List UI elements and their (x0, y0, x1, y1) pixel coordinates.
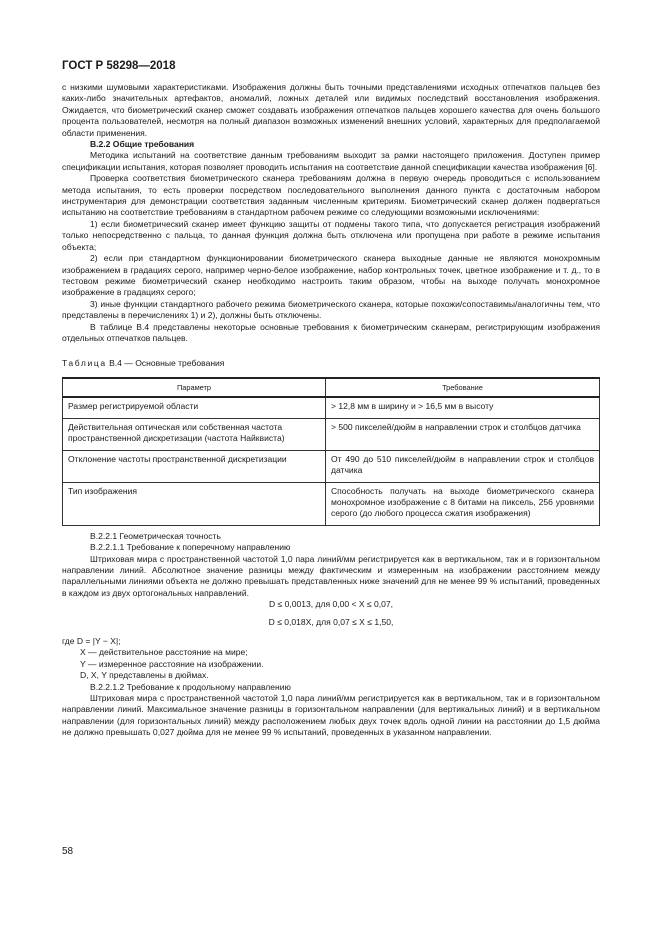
table-cell-requirement: > 12,8 мм в ширину и > 16,5 мм в высоту (326, 397, 600, 419)
document-body (62, 82, 600, 739)
table-row (63, 450, 600, 482)
table-cell-requirement: Способность получать на выходе биометрического сканера монохромное изображение с 8 битами на пиксель, 256 уровнями серого (до любого процесса сжатия изображения) (326, 482, 600, 525)
table-cell-requirement: > 500 пикселей/дюйм в направлении строк и столбцов датчика (326, 418, 600, 450)
formula-legend-x: X — действительное расстояние на мире; (80, 647, 248, 658)
list-item-2: 2) если при стандартном функционировании биометрического сканера выходные данные не являются монохромным изображением в градациях серого, например черно-белое изображение, набор контрольных точек, цветное изображение и т. д., то в тестовом режиме биометрический сканер необходимо настроить таким образом, чтобы на выходе получать монохромное изображение в градациях серого; (62, 253, 600, 298)
paragraph-longitudinal: Штриховая мира с пространственной частотой 1,0 пара линий/мм регистрируется как в вертикальном, так и в горизонтальном направлении линий. Максимальное значение разницы в горизонтальном направлении (для вертикальных линий) и в вертикальном направлении (для горизонтальных линий) между расположением любых двух точек вдоль одной линии на расстоянии до 1,5 дюйма не должно превышать 0,027 дюйма для не менее 99 % испытаний, проведенных в указанном направлении. (62, 693, 600, 738)
list-item-1: 1) если биометрический сканер имеет функцию защиты от подмены такого типа, что допускается регистрация изображений только непосредственно с пальца, то данная функция должна быть отключена или пропущена при работе в режиме испытания объекта; (62, 218, 600, 252)
table-cell-param: Действительная оптическая или собственная частота пространственной дискретизации (частота Найквиста) (63, 418, 326, 450)
paragraph-verification: Проверка соответствия биометрического сканера требованиям должна в первую очередь проводиться с использованием метода испытания, то есть проверки посредством последовательного выполнения данного пункта с достаточным набором инструментария для демонстрации соответствия заданным численным критериям. Биометрический сканер должен подвергаться испытанию на соответствие требованиям в стандартном рабочем режиме со следующими возможными исключениями: (62, 173, 600, 218)
table-caption-prefix: Таблица (62, 358, 107, 369)
formula-2: D ≤ 0,018X, для 0,07 ≤ X ≤ 1,50, (268, 616, 394, 627)
table-header-param: Параметр (63, 378, 326, 397)
table-row (63, 418, 600, 450)
subsection-title: В.2.2.1.1 Требование к поперечному направлению (90, 542, 291, 553)
table-cell-requirement: От 490 до 510 пикселей/дюйм в направлении строк и столбцов датчика (326, 450, 600, 482)
formula-1: D ≤ 0,0013, для 0,00 < X ≤ 0,07, (268, 599, 393, 610)
table-header-requirement: Требование (326, 378, 600, 397)
page-number: 58 (62, 846, 74, 857)
paragraph-transverse: Штриховая мира с пространственной частотой 1,0 пара линий/мм регистрируется как в вертикальном, так и в горизонтальном направлении линий. Абсолютное значение разницы между фактическим и измеренным на изображении расстоянием между параллельными линиями объекта не должно превышать представленных ниже значений для не менее 99 % испытаний, проведенных в каждом из двух ортогональных направлений. (62, 553, 600, 598)
section-title: В.2.2 Общие требования (90, 139, 195, 150)
table-cell-param: Отклонение частоты пространственной дискретизации (63, 450, 326, 482)
document-header: ГОСТ Р 58298—2018 (62, 60, 176, 72)
formula-legend-y: Y — измеренное расстояние на изображении. (80, 658, 264, 669)
table-row (63, 482, 600, 525)
subsection-title: В.2.2.1 Геометрическая точность (90, 530, 221, 541)
formula-legend-units: D, X, Y представлены в дюймах. (80, 670, 209, 681)
list-item-3: 3) иные функции стандартного рабочего режима биометрического сканера, которые похожи/сопоставимы/аналогичны тем, что представлены в перечислениях 1) и 2), должны быть отключены. (62, 298, 600, 321)
paragraph-table-intro: В таблице В.4 представлены некоторые основные требования к биометрическим сканерам, регистрирующим изображения отдельных отпечатков пальцев. (62, 321, 600, 343)
paragraph-intro: с низкими шумовыми характеристиками. Изображения должны быть точными представлениями исходных отпечатков пальцев без каких-либо значительных артефактов, аномалий, ложных деталей или видимых последствий восстановления изображения. Ожидается, что биометрический сканер сможет создавать изображения отпечатков пальцев хорошего качества для очень большого процента пользователей, несмотря на полный диапазон возможных изменений внешних условий, характерных для предполагаемой области применения. (62, 82, 600, 138)
table-caption-text: В.4 — Основные требования (109, 358, 225, 369)
paragraph-methodology: Методика испытаний на соответствие данным требованиям выходит за рамки настоящего приложения. Доступен пример спецификации испытания, которая позволяет проводить испытания на соответствие данной спецификации качества изображения [6]. (62, 150, 600, 172)
table-caption (62, 358, 600, 369)
table-header-row (63, 378, 600, 397)
subsection-title: В.2.2.1.2 Требование к продольному направлению (90, 681, 291, 692)
table-cell-param: Размер регистрируемой области (63, 397, 326, 419)
formula-where: где D = |Y − X|; (62, 636, 121, 646)
table-cell-param: Тип изображения (63, 482, 326, 525)
requirements-table (62, 377, 600, 526)
table-row (63, 397, 600, 419)
